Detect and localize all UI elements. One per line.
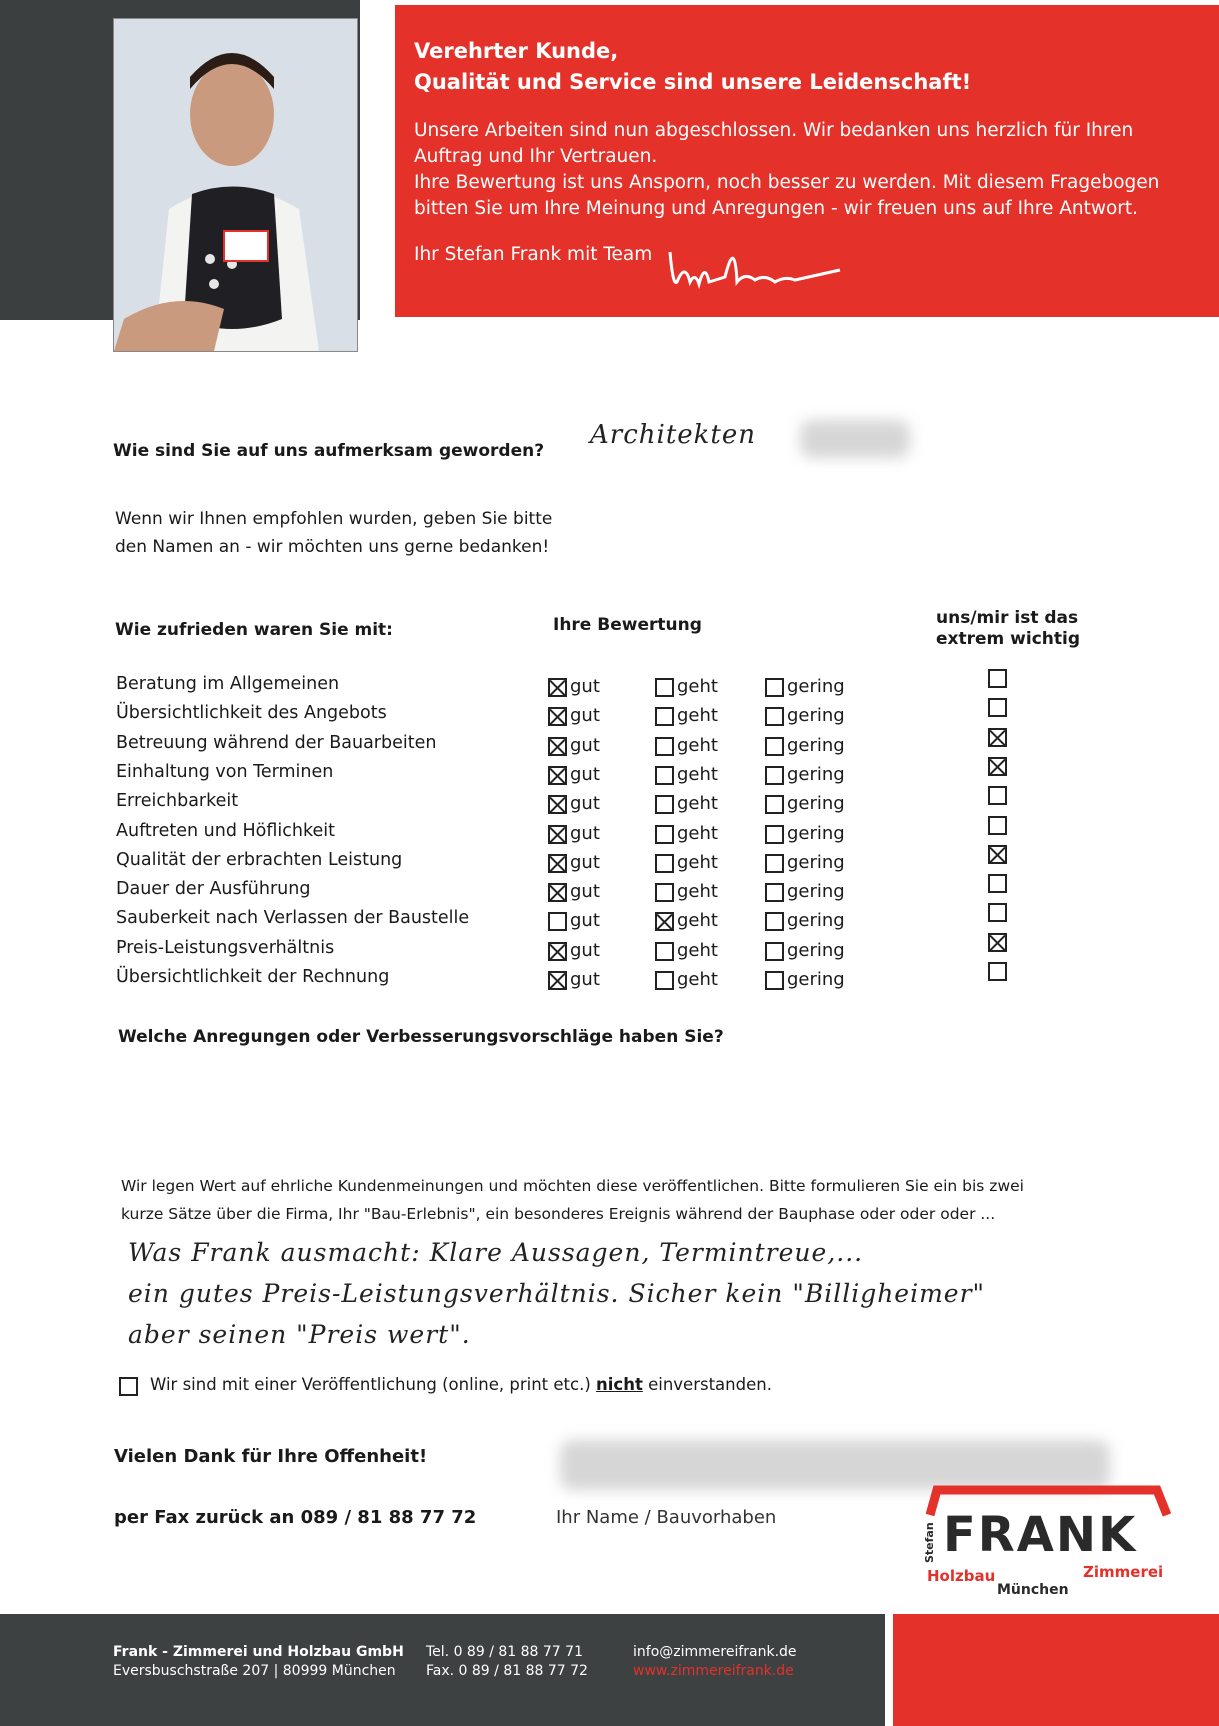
rating-good-label: gut [570, 822, 600, 844]
referral-hint-line1: Wenn wir Ihnen empfohlen wurden, geben Sie bitte [115, 509, 553, 529]
importance-checkbox[interactable] [988, 786, 1007, 805]
importance-checkbox[interactable] [988, 669, 1007, 688]
rating-good-label: gut [570, 910, 600, 932]
logo-city: München [997, 1582, 1069, 1598]
header-body [414, 118, 1194, 222]
rating-ok-label: geht [677, 969, 718, 990]
rating-ok-checkbox[interactable] [655, 678, 674, 697]
importance-heading-line1: uns/mir ist das [936, 608, 1079, 628]
header-body-line1: Unsere Arbeiten sind nun abgeschlossen. Wir bedanken uns herzlich für Ihren [414, 120, 1134, 141]
rating-ok-label: geht [677, 763, 718, 785]
rating-low-label: gering [787, 734, 845, 756]
rating-good-checkbox[interactable] [548, 766, 567, 785]
suggestions-question: Welche Anregungen oder Verbesserungsvorschläge haben Sie? [118, 1027, 724, 1047]
rating-row-label: Preis-Leistungsverhältnis [116, 937, 335, 958]
consent-post: einverstanden. [648, 1375, 772, 1394]
footer-red-panel [893, 1614, 1219, 1726]
rating-ok-label: geht [677, 793, 718, 815]
rating-good-checkbox[interactable] [548, 737, 567, 756]
rating-low-label: gering [787, 851, 845, 873]
header-sign-text: Ihr Stefan Frank mit Team [414, 244, 653, 265]
rating-good-label: gut [570, 705, 600, 727]
referral-question: Wie sind Sie auf uns aufmerksam geworden? [113, 441, 545, 461]
rating-low-checkbox[interactable] [765, 825, 784, 844]
importance-checkbox[interactable] [988, 698, 1007, 717]
testimonial-line3: aber seinen "Preis wert". [128, 1320, 471, 1349]
rating-low-label: gering [787, 705, 845, 727]
footer-fax: Fax. 0 89 / 81 88 77 72 [426, 1663, 588, 1679]
rating-low-checkbox[interactable] [765, 766, 784, 785]
signature-image [665, 232, 845, 302]
referral-answer: Architekten [590, 420, 756, 450]
rating-good-label: gut [570, 763, 600, 785]
rating-row-label: Erreichbarkeit [116, 791, 239, 812]
rating-ok-checkbox[interactable] [655, 795, 674, 814]
no-publish-label [150, 1375, 772, 1394]
portrait-photo [113, 18, 358, 352]
header-title-line1: Verehrter Kunde, [414, 39, 619, 63]
rating-heading: Ihre Bewertung [553, 615, 702, 635]
logo-first-name: Stefan [923, 1522, 936, 1563]
rating-low-label: gering [787, 676, 845, 697]
rating-low-label: gering [787, 910, 845, 932]
rating-low-label: gering [787, 822, 845, 844]
rating-good-label: gut [570, 969, 600, 990]
importance-checkbox[interactable] [988, 962, 1007, 981]
importance-heading-line2: extrem wichtig [936, 629, 1081, 649]
importance-heading [936, 608, 1080, 650]
footer-street: Eversbuschstraße 207 | 80999 München [113, 1663, 396, 1679]
importance-checkbox[interactable] [988, 903, 1007, 922]
footer-phone [426, 1643, 588, 1681]
rating-low-label: gering [787, 881, 845, 903]
rating-ok-checkbox[interactable] [655, 854, 674, 873]
referral-hint-line2: den Namen an - wir möchten uns gerne bedanken! [115, 537, 550, 557]
rating-row-label: Sauberkeit nach Verlassen der Baustelle [116, 908, 470, 929]
rating-good-checkbox[interactable] [548, 854, 567, 873]
rating-good-checkbox[interactable] [548, 678, 567, 697]
importance-checkbox[interactable] [988, 874, 1007, 893]
logo-right-word: Zimmerei [1083, 1563, 1164, 1581]
footer-contact [633, 1643, 797, 1681]
rating-ok-checkbox[interactable] [655, 766, 674, 785]
header-body-line2: Auftrag und Ihr Vertrauen. [414, 146, 658, 167]
rating-good-label: gut [570, 793, 600, 815]
consent-pre: Wir sind mit einer Veröffentlichung (online, print etc.) [150, 1375, 591, 1394]
rating-row-label: Auftreten und Höflichkeit [116, 820, 335, 841]
rating-row-label: Übersichtlichkeit des Angebots [116, 703, 387, 724]
importance-checkbox[interactable] [988, 728, 1007, 747]
consent-emphasis: nicht [596, 1375, 643, 1394]
importance-checkbox[interactable] [988, 757, 1007, 776]
importance-checkbox[interactable] [988, 845, 1007, 864]
rating-low-checkbox[interactable] [765, 678, 784, 697]
rating-ok-checkbox[interactable] [655, 883, 674, 902]
footer-email[interactable]: info@zimmereifrank.de [633, 1644, 797, 1660]
rating-low-checkbox[interactable] [765, 707, 784, 726]
redacted-answer [800, 420, 910, 458]
rating-ok-label: geht [677, 822, 718, 844]
rating-low-checkbox[interactable] [765, 971, 784, 990]
rating-low-checkbox[interactable] [765, 883, 784, 902]
rating-ok-label: geht [677, 939, 718, 961]
rating-low-checkbox[interactable] [765, 795, 784, 814]
footer-company: Frank - Zimmerei und Holzbau GmbH [113, 1644, 404, 1660]
rating-ok-label: geht [677, 881, 718, 903]
rating-ok-checkbox[interactable] [655, 825, 674, 844]
rating-low-label: gering [787, 969, 845, 990]
rating-ok-checkbox[interactable] [655, 912, 674, 931]
rating-good-label: gut [570, 939, 600, 961]
portrait-illustration [114, 19, 357, 351]
thanks-text: Vielen Dank für Ihre Offenheit! [114, 1446, 428, 1467]
footer-address [113, 1643, 404, 1681]
rating-row-label: Beratung im Allgemeinen [116, 674, 340, 694]
rating-ok-checkbox[interactable] [655, 707, 674, 726]
referral-hint [115, 505, 552, 561]
rating-row-label: Dauer der Ausführung [116, 879, 311, 900]
logo-left-word: Holzbau [927, 1567, 996, 1585]
rating-ok-checkbox[interactable] [655, 737, 674, 756]
rating-good-label: gut [570, 734, 600, 756]
rating-low-checkbox[interactable] [765, 942, 784, 961]
rating-low-label: gering [787, 793, 845, 815]
satisfaction-heading: Wie zufrieden waren Sie mit: [115, 620, 393, 640]
rating-good-checkbox[interactable] [548, 795, 567, 814]
rating-ok-checkbox[interactable] [655, 942, 674, 961]
rating-good-checkbox[interactable] [548, 912, 567, 931]
rating-ok-label: geht [677, 676, 718, 697]
importance-checkbox[interactable] [988, 816, 1007, 835]
testimonial-line1: Was Frank ausmacht: Klare Aussagen, Termintreue,... [128, 1238, 864, 1267]
rating-low-checkbox[interactable] [765, 854, 784, 873]
rating-low-checkbox[interactable] [765, 737, 784, 756]
rating-good-checkbox[interactable] [548, 707, 567, 726]
logo-brand: FRANK [943, 1507, 1138, 1563]
header-title [414, 36, 1174, 98]
rating-ok-label: geht [677, 910, 718, 932]
rating-good-checkbox[interactable] [548, 942, 567, 961]
rating-good-checkbox[interactable] [548, 883, 567, 902]
name-label: Ihr Name / Bauvorhaben [556, 1507, 777, 1528]
rating-low-checkbox[interactable] [765, 912, 784, 931]
fax-line: per Fax zurück an 089 / 81 88 77 72 [114, 1507, 477, 1528]
company-logo [925, 1485, 1175, 1605]
publish-intro [121, 1172, 1024, 1228]
redacted-name [560, 1440, 1110, 1490]
header-title-line2: Qualität und Service sind unsere Leidenschaft! [414, 70, 972, 94]
rating-good-checkbox[interactable] [548, 825, 567, 844]
rating-low-label: gering [787, 763, 845, 785]
testimonial [128, 1232, 985, 1355]
footer-tel: Tel. 0 89 / 81 88 77 71 [426, 1644, 583, 1660]
rating-good-label: gut [570, 851, 600, 873]
rating-good-label: gut [570, 881, 600, 903]
no-publish-checkbox[interactable] [119, 1377, 138, 1396]
publish-intro-line1: Wir legen Wert auf ehrliche Kundenmeinungen und möchten diese veröffentlichen. Bitte formulieren Sie ein bis zwei [121, 1177, 1024, 1195]
header-body-line4: bitten Sie um Ihre Meinung und Anregungen - wir freuen uns auf Ihre Antwort. [414, 198, 1139, 219]
rating-ok-label: geht [677, 705, 718, 727]
rating-ok-checkbox[interactable] [655, 971, 674, 990]
testimonial-line2: ein gutes Preis-Leistungsverhältnis. Sicher kein "Billigheimer" [128, 1279, 986, 1308]
importance-checkbox[interactable] [988, 933, 1007, 952]
rating-row-label: Übersichtlichkeit der Rechnung [116, 967, 390, 987]
rating-ok-label: geht [677, 734, 718, 756]
rating-row-label: Betreuung während der Bauarbeiten [116, 732, 437, 753]
rating-low-label: gering [787, 939, 845, 961]
rating-ok-label: geht [677, 851, 718, 873]
header-body-line3: Ihre Bewertung ist uns Ansporn, noch besser zu werden. Mit diesem Fragebogen [414, 172, 1160, 193]
footer-web-link[interactable]: www.zimmereifrank.de [633, 1663, 794, 1679]
publish-intro-line2: kurze Sätze über die Firma, Ihr "Bau-Erlebnis", ein besonderes Ereignis während der Bauphase oder oder oder ... [121, 1205, 996, 1223]
rating-row-label: Qualität der erbrachten Leistung [116, 849, 403, 870]
rating-good-checkbox[interactable] [548, 971, 567, 990]
rating-row-label: Einhaltung von Terminen [116, 761, 334, 782]
rating-good-label: gut [570, 676, 600, 697]
